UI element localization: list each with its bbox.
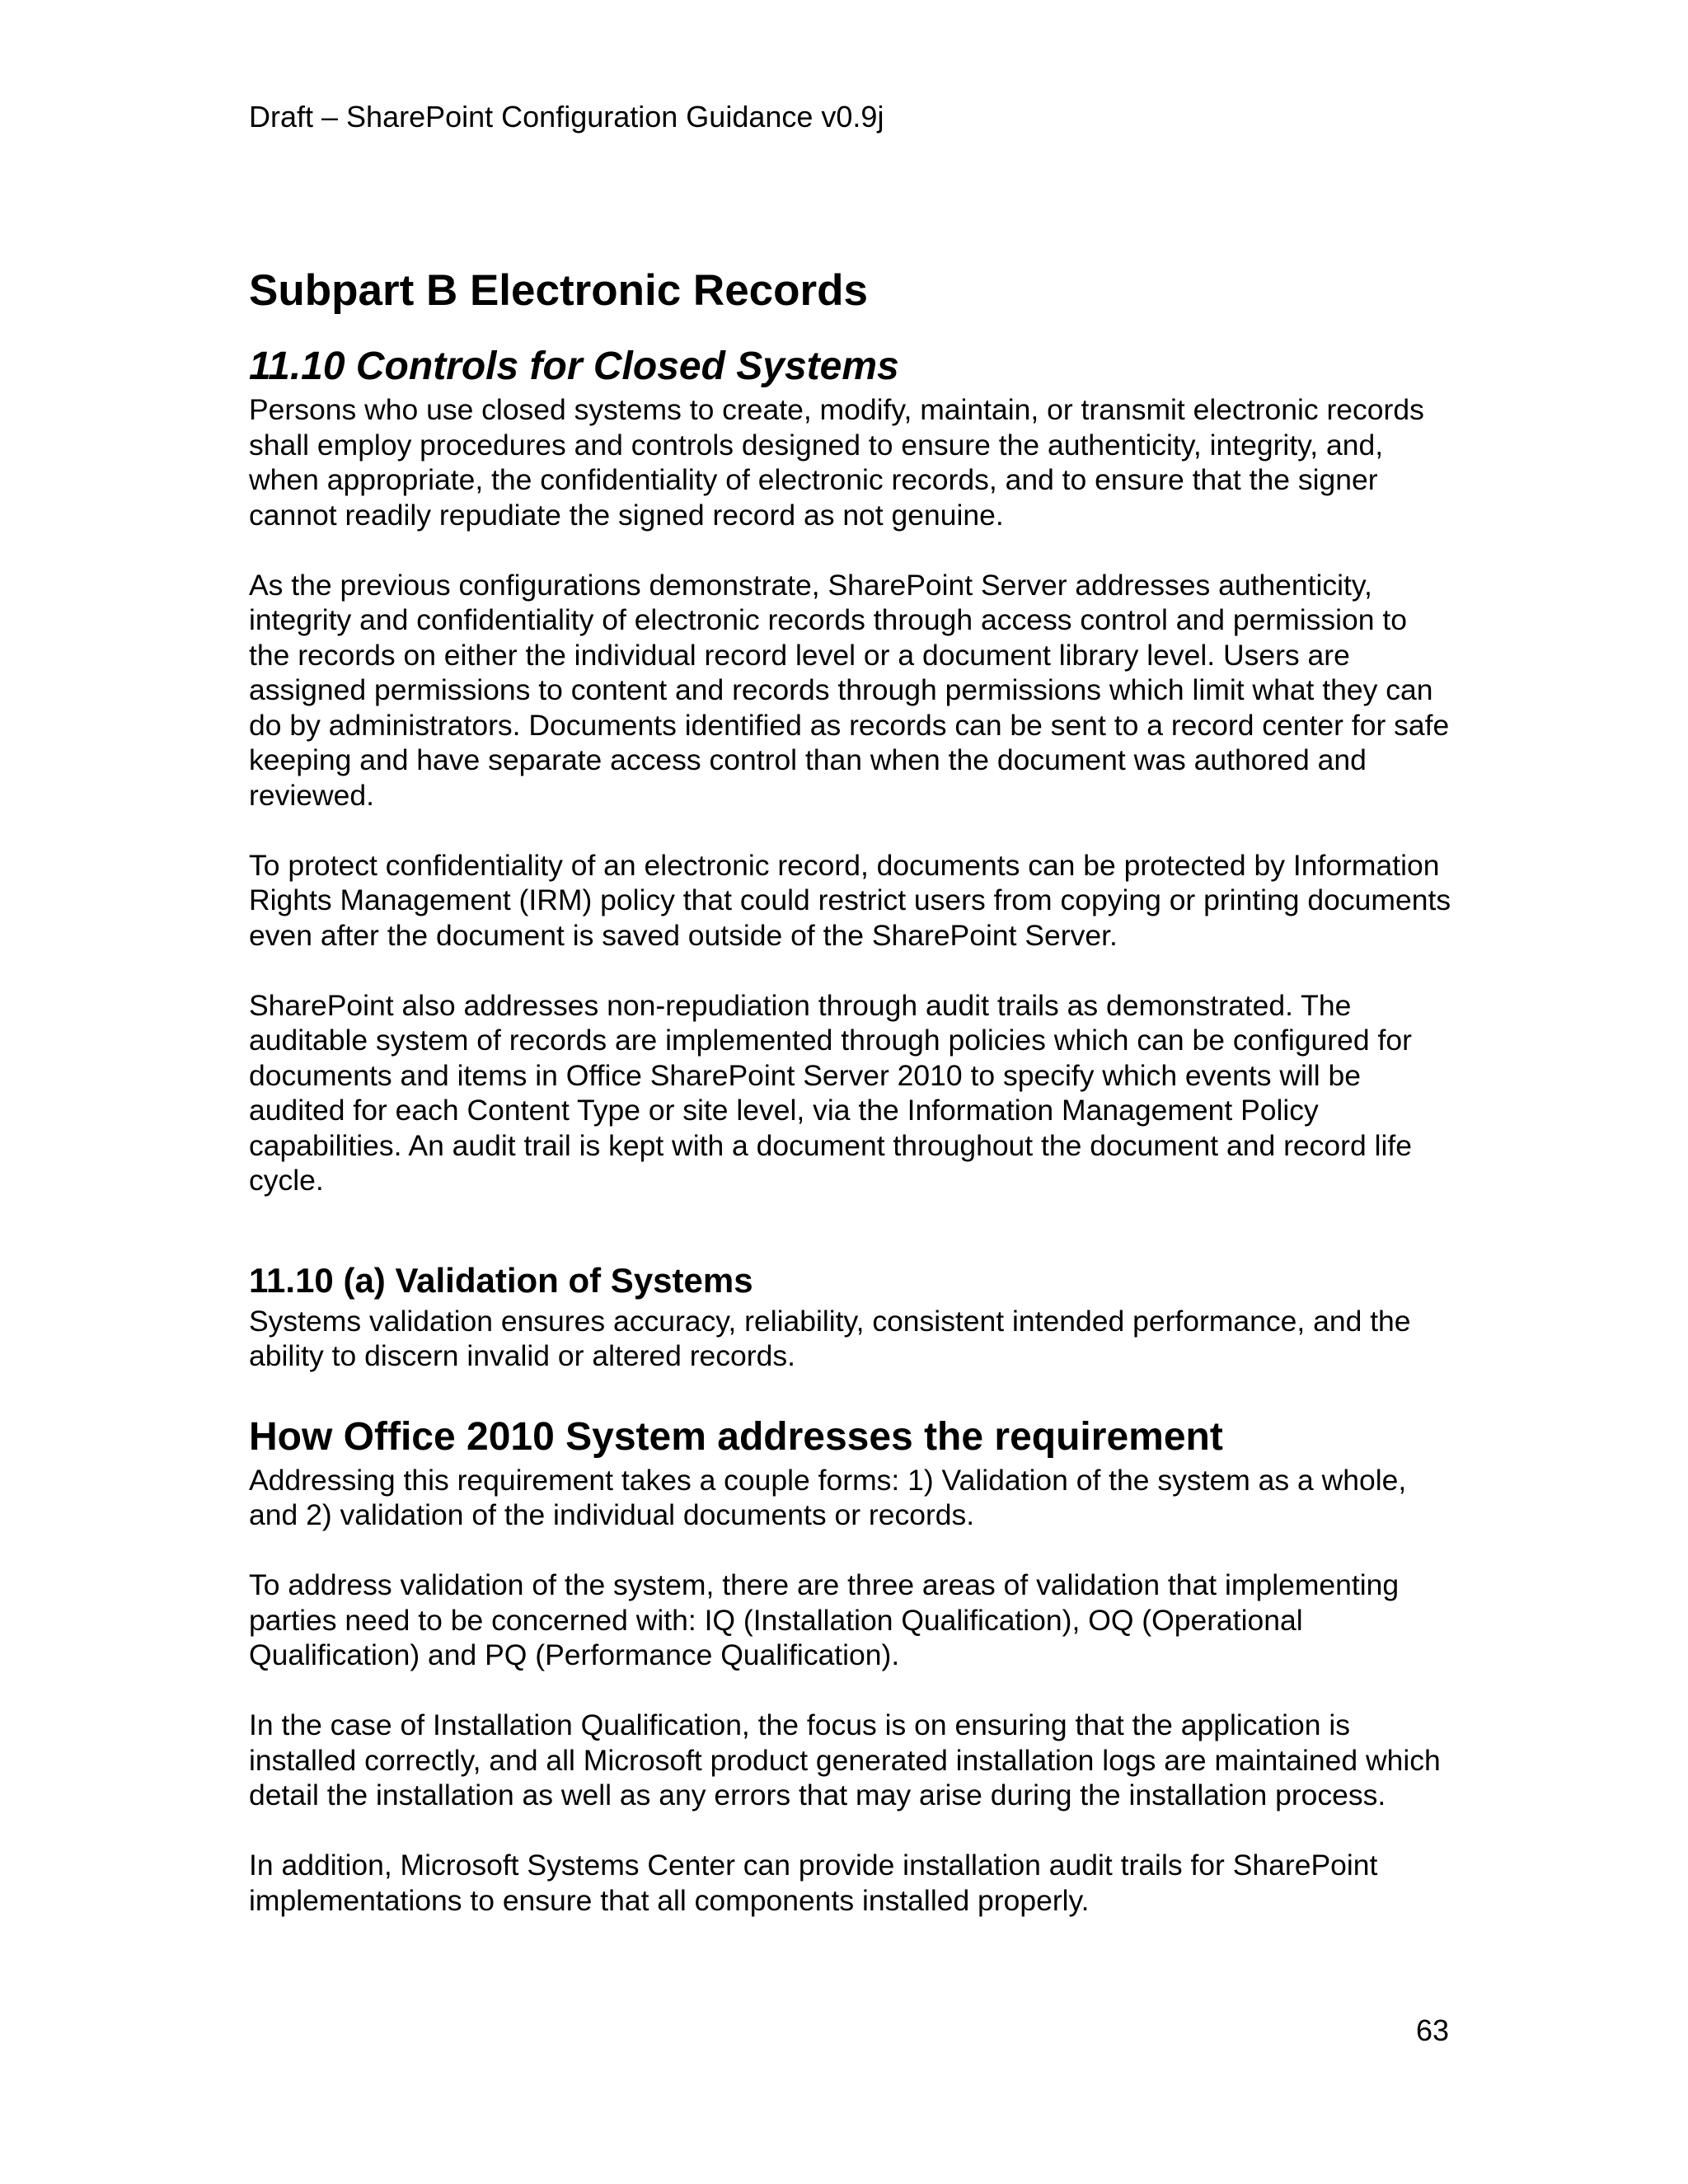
paragraph: Persons who use closed systems to create, modify, maintain, or transmit electronic records shall employ procedures and controls designed to ensure the authenticity, integrity, and, when appropriate, the confidentiality of electronic records, and to ensure that the signer cannot readily repudiate the signed record as not genuine. — [249, 393, 1424, 532]
subsection-title-how-office-addresses: How Office 2010 System addresses the requirement — [249, 1414, 1223, 1459]
running-header: Draft – SharePoint Configuration Guidance v0.9j — [249, 100, 884, 134]
paragraph-spacer — [249, 1533, 1452, 1568]
paragraph: In addition, Microsoft Systems Center can provide installation audit trails for SharePoint implementations to ensure that all components installed properly. — [249, 1849, 1378, 1917]
paragraph: As the previous configurations demonstrate, SharePoint Server addresses authenticity, integrity and confidentiality of electronic records through access control and permission to the records on either the individual record level or a document library level. Users are assigned permissions to content and records through permissions which limit what they can do by administrators. Documents identified as records can be sent to a record center for safe keeping and have separate access control than when the document was authored and reviewed. — [249, 568, 1450, 812]
paragraph-spacer — [249, 953, 1452, 988]
paragraph-spacer — [249, 532, 1452, 568]
paragraph: Addressing this requirement takes a couple forms: 1) Validation of the system as a whole, and 2) validation of the individual documents or records. — [249, 1463, 1407, 1531]
paragraph: Systems validation ensures accuracy, reliability, consistent intended performance, and the ability to discern invalid or altered records. — [249, 1304, 1411, 1372]
paragraph: In the case of Installation Qualification, the focus is on ensuring that the application is installed correctly, and all Microsoft product generated installation logs are maintained which detail the installation as well as any errors that may arise during the installation process. — [249, 1708, 1441, 1811]
paragraph-spacer — [249, 1813, 1452, 1849]
paragraph: SharePoint also addresses non-repudiation through audit trails as demonstrated. The auditable system of records are implemented through policies which can be configured for documents and items in Office SharePoint Server 2010 to specify which events will be audited for each Content Type or site level, via the Information Management Policy capabilities. An audit trail is kept with a document throughout the document and record life cycle. — [249, 988, 1412, 1197]
section-spacer — [249, 1374, 1452, 1412]
paragraph-spacer — [249, 1673, 1452, 1708]
paragraph: To protect confidentiality of an electronic record, documents can be protected by Information Rights Management (IRM) policy that could restrict users from copying or printing documents even after the document is saved outside of the SharePoint Server. — [249, 848, 1451, 952]
page-content — [249, 262, 1452, 1918]
subsection-title-11-10: 11.10 Controls for Closed Systems — [249, 344, 899, 388]
paragraph-spacer — [249, 813, 1452, 848]
subsection-title-11-10-a: 11.10 (a) Validation of Systems — [249, 1260, 753, 1300]
page-number: 63 — [1415, 2013, 1449, 2047]
section-title: Subpart B Electronic Records — [249, 266, 869, 315]
paragraph: To address validation of the system, there are three areas of validation that implementing parties need to be concerned with: IQ (Installation Qualification), OQ (Operational Qualification) and PQ (Performance Qualification). — [249, 1568, 1400, 1671]
section-spacer — [249, 1198, 1452, 1258]
